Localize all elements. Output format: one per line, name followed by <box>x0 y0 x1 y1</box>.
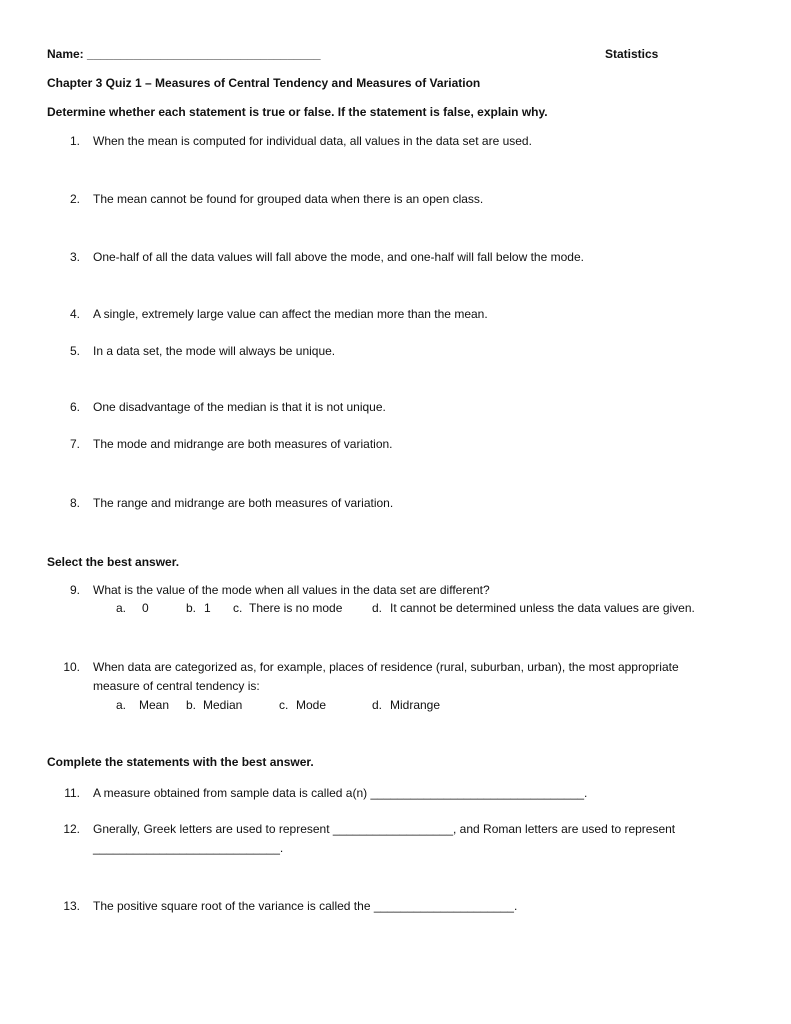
fill-in-statement-line1[interactable]: Gnerally, Greek letters are used to represent __________________, and Roman letters are used to represent <box>93 822 676 836</box>
option-b-letter: b. <box>186 601 197 615</box>
question-text: One-half of all the data values will fall above the mode, and one-half will fall below the mode. <box>93 250 584 264</box>
option-a-letter: a. <box>116 601 127 615</box>
fill-in-statement[interactable]: The positive square root of the variance is called the _____________________. <box>93 899 518 913</box>
question-number: 10. <box>63 660 80 674</box>
question-number: 3. <box>69 250 80 264</box>
section1-instruction: Determine whether each statement is true or false. If the statement is false, explain why. <box>47 105 548 119</box>
option-a-letter: a. <box>116 698 127 712</box>
option-d-letter: d. <box>372 698 383 712</box>
option-c-letter: c. <box>233 601 243 615</box>
question-text: The mean cannot be found for grouped data when there is an open class. <box>93 192 484 206</box>
fill-in-statement[interactable]: A measure obtained from sample data is called a(n) ________________________________. <box>93 786 588 800</box>
question-number: 5. <box>69 344 80 358</box>
question-number: 7. <box>69 437 80 451</box>
question-number: 12. <box>63 822 80 836</box>
question-text: The mode and midrange are both measures of variation. <box>93 437 393 451</box>
question-number: 6. <box>69 400 80 414</box>
question-text: What is the value of the mode when all values in the data set are different? <box>93 583 490 597</box>
option-d-letter: d. <box>372 601 383 615</box>
option-b-text[interactable]: 1 <box>204 601 211 615</box>
question-text-line1: When data are categorized as, for example, places of residence (rural, suburban, urban), the most appropriate <box>93 660 679 674</box>
question-text: In a data set, the mode will always be unique. <box>93 344 336 358</box>
question-text: A single, extremely large value can affect the median more than the mean. <box>93 307 488 321</box>
question-text: The range and midrange are both measures of variation. <box>93 496 394 510</box>
quiz-title: Chapter 3 Quiz 1 – Measures of Central Tendency and Measures of Variation <box>47 76 481 90</box>
question-number: 13. <box>63 899 80 913</box>
course-label: Statistics <box>605 47 659 61</box>
question-number: 2. <box>69 192 80 206</box>
name-line[interactable]: Name: ___________________________________ <box>47 47 321 61</box>
option-b-text[interactable]: Median <box>203 698 243 712</box>
fill-in-statement-line2[interactable]: ____________________________. <box>93 841 284 855</box>
question-text: When the mean is computed for individual data, all values in the data set are used. <box>93 134 532 148</box>
question-text: One disadvantage of the median is that it is not unique. <box>93 400 386 414</box>
option-c-text[interactable]: There is no mode <box>249 601 343 615</box>
question-number: 1. <box>69 134 80 148</box>
option-d-text[interactable]: It cannot be determined unless the data values are given. <box>390 601 695 615</box>
section2-instruction: Select the best answer. <box>47 555 180 569</box>
option-c-letter: c. <box>279 698 289 712</box>
option-d-text[interactable]: Midrange <box>390 698 441 712</box>
question-number: 4. <box>69 307 80 321</box>
question-number: 11. <box>64 786 80 800</box>
section3-instruction: Complete the statements with the best answer. <box>47 755 314 769</box>
question-number: 8. <box>69 496 80 510</box>
option-a-text[interactable]: Mean <box>139 698 170 712</box>
question-text-line2: measure of central tendency is: <box>93 679 260 693</box>
option-a-text[interactable]: 0 <box>142 601 149 615</box>
question-number: 9. <box>69 583 80 597</box>
option-b-letter: b. <box>186 698 197 712</box>
option-c-text[interactable]: Mode <box>296 698 327 712</box>
